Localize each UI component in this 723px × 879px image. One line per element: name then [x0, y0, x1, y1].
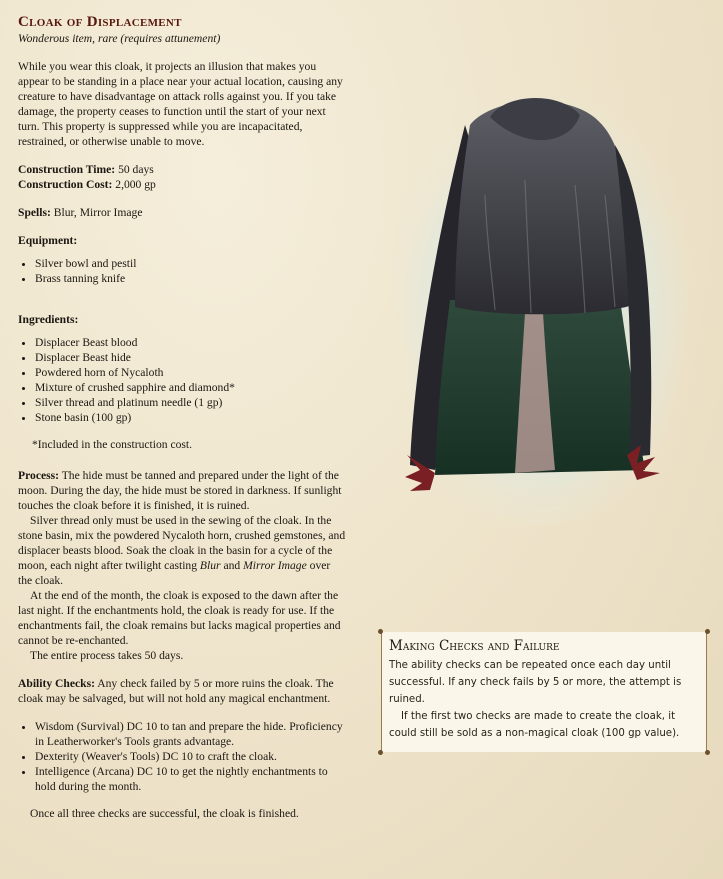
process-paragraph-4: The entire process takes 50 days. [30, 649, 184, 662]
ability-checks-label: Ability Checks: [18, 677, 95, 690]
spell-name: Mirror Image [243, 559, 307, 572]
construction-time-value: 50 days [118, 163, 154, 176]
sidebar-paragraph: The ability checks can be repeated once each day until successful. If any check fails by 5 or more, the attempt is ruined. [389, 660, 682, 705]
construction-time [18, 162, 346, 177]
sidebar-title: Making Checks and Failure [389, 638, 560, 654]
construction-time-label: Construction Time: [18, 163, 116, 176]
construction-cost-value: 2,000 gp [115, 178, 156, 191]
cloak-illustration [375, 85, 695, 545]
ability-checks-paragraph [18, 676, 346, 706]
ingredients-list [18, 335, 346, 425]
process-text: and [220, 559, 244, 572]
list-item: • Stone basin (100 gp) [35, 410, 346, 425]
list-item: • Displacer Beast blood [35, 335, 346, 350]
list-item: • Silver bowl and pestil [35, 256, 346, 271]
spells-value: Blur, Mirror Image [53, 206, 143, 219]
item-subtitle: Wonderous item, rare (requires attunement) [18, 32, 221, 45]
list-item: • Dexterity (Weaver's Tools) DC 10 to craft the cloak. [35, 749, 346, 764]
ingredients-footnote: *Included in the construction cost. [32, 438, 193, 451]
equipment-heading: Equipment: [18, 234, 78, 247]
process-paragraph-3: At the end of the month, the cloak is exposed to the dawn after the last night. If the enchantments hold, the cloak is ready for use. If the enchantments fail, the cloak remains but lacks magical properties and cannot be re-enchanted. [18, 589, 341, 647]
corner-ornament [705, 750, 710, 755]
item-title: Cloak of Displacement [18, 14, 182, 30]
ability-checks-text: Any check failed by 5 or more ruins the cloak. The cloak may be salvaged, but will not hold any magical enchantment. [18, 677, 334, 705]
list-item: • Intelligence (Arcana) DC 10 to get the nightly enchantments to hold during the month. [35, 764, 346, 794]
list-item: • Mixture of crushed sapphire and diamond* [35, 380, 346, 395]
spells-label: Spells: [18, 206, 51, 219]
corner-ornament [378, 629, 383, 634]
spells [18, 205, 346, 220]
item-description: While you wear this cloak, it projects an illusion that makes you appear to be standing in a place near your actual location, causing any creature to have disadvantage on attack rolls against you. If you take damage, the property ceases to function until the start of your next turn. This property is suppressed while you are incapacitated, restrained, or otherwise unable to move. [18, 60, 343, 148]
construction-cost [18, 177, 346, 192]
equipment-list [18, 256, 346, 286]
process-label: Process: [18, 469, 59, 482]
corner-ornament [378, 750, 383, 755]
closing-text: Once all three checks are successful, the cloak is finished. [30, 807, 299, 820]
process-text: Silver thread only must be used in the sewing of the cloak. In the stone basin, mix the powdered Nycaloth horn, crushed gemstones, and displacer beasts blood. Soak the cloak in the basin for a cycle of the moon, each night after twilight casting [18, 514, 346, 572]
list-item: • Brass tanning knife [35, 271, 346, 286]
process-text: over the cloak. [18, 559, 331, 587]
spell-name: Blur [199, 559, 221, 572]
main-column [18, 14, 346, 821]
process-paragraph [18, 468, 346, 513]
process-paragraph-2 [18, 513, 346, 588]
list-item: • Powdered horn of Nycaloth [35, 365, 346, 380]
corner-ornament [705, 629, 710, 634]
ability-checks-list [18, 719, 346, 794]
construction-cost-label: Construction Cost: [18, 178, 113, 191]
list-item: • Displacer Beast hide [35, 350, 346, 365]
list-item: • Wisdom (Survival) DC 10 to tan and prepare the hide. Proficiency in Leatherworker's Tools grants advantage. [35, 719, 346, 749]
list-item: • Silver thread and platinum needle (1 gp) [35, 395, 346, 410]
process-text: The hide must be tanned and prepared under the light of the moon. During the day, the hide must be stored in darkness. If sunlight touches the cloak before it is finished, it is ruined. [18, 469, 342, 512]
sidebar-paragraph: If the first two checks are made to create the cloak, it could still be sold as a non-magical cloak (100 gp value). [389, 711, 680, 739]
sidebar-box [381, 632, 707, 752]
ingredients-heading: Ingredients: [18, 313, 79, 326]
